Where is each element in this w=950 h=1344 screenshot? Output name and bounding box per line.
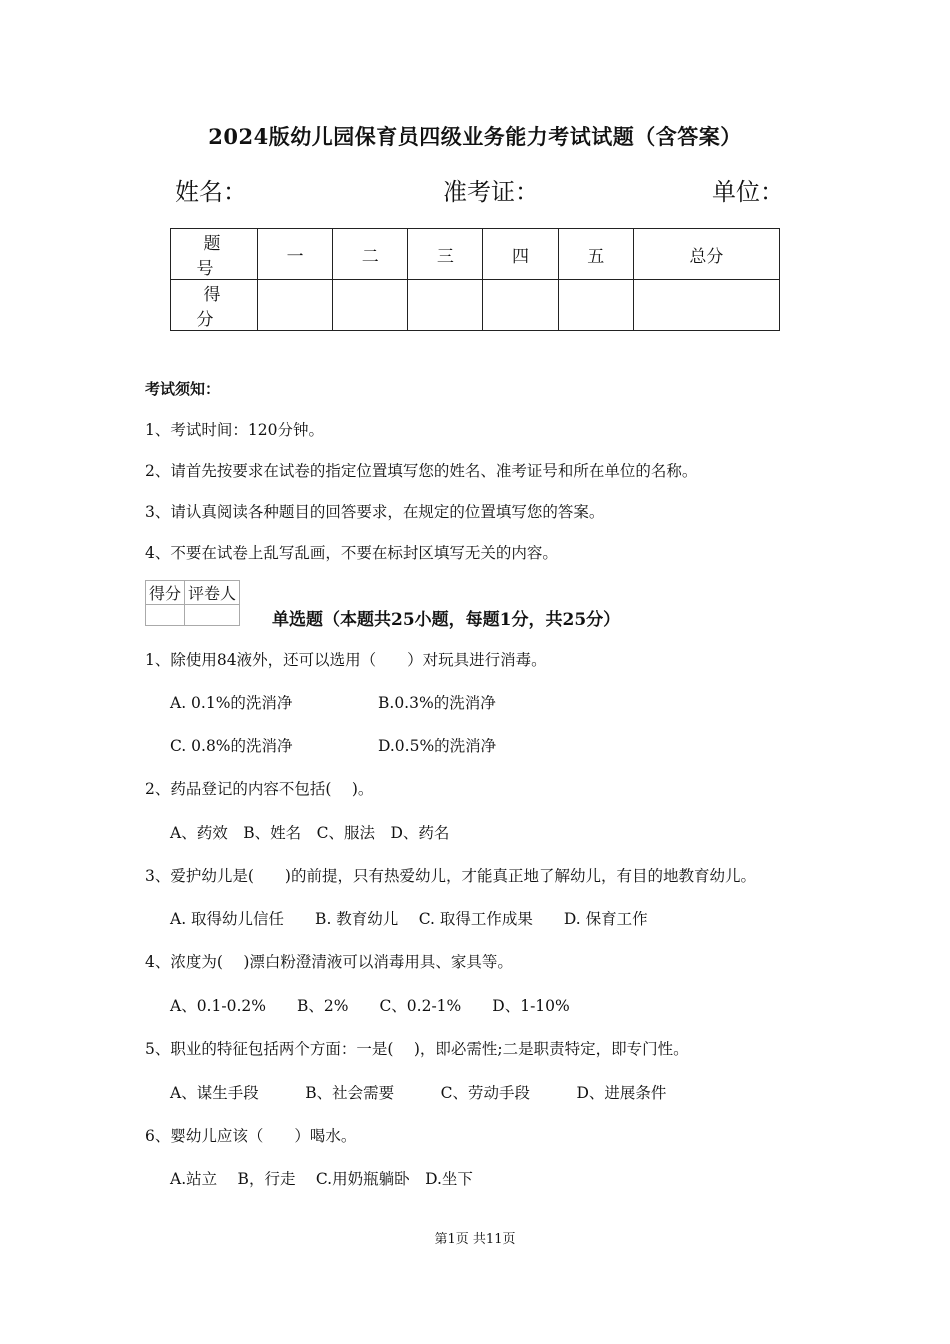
question-stem: 5、职业的特征包括两个方面：一是( )，即必需性;二是职责特定，即专门性。 <box>145 1040 689 1058</box>
question-options: A、谋生手段 B、社会需要 C、劳动手段 D、进展条件 <box>170 1084 667 1102</box>
score-input-cell[interactable] <box>483 280 558 331</box>
grader-name-label: 评卷人 <box>185 581 240 605</box>
page-title: 2024版幼儿园保育员四级业务能力考试试题（含答案） <box>208 124 742 149</box>
score-input-cell[interactable] <box>333 280 408 331</box>
question-stem: 3、爱护幼儿是( )的前提，只有热爱幼儿，才能真正地了解幼儿，有目的地教育幼儿。 <box>145 867 756 885</box>
question-option: D.0.5%的洗消净 <box>378 737 497 755</box>
score-row-label: 得 分 <box>171 280 258 331</box>
question-options: A. 取得幼儿信任 B. 教育幼儿 C. 取得工作成果 D. 保育工作 <box>170 910 648 928</box>
grader-box <box>145 580 240 626</box>
name-field-label: 姓名： <box>175 178 247 206</box>
question-stem: 2、药品登记的内容不包括( )。 <box>145 780 374 798</box>
section-title: 单选题（本题共25小题，每题1分，共25分） <box>272 610 621 630</box>
question-stem: 1、除使用84液外，还可以选用（ ）对玩具进行消毒。 <box>145 651 547 669</box>
notice-item: 4、不要在试卷上乱写乱画，不要在标封区填写无关的内容。 <box>145 544 558 562</box>
grader-score-cell[interactable] <box>146 605 185 626</box>
score-table <box>170 228 780 331</box>
score-header-cell: 一 <box>258 229 333 280</box>
notice-item: 3、请认真阅读各种题目的回答要求，在规定的位置填写您的答案。 <box>145 503 605 521</box>
score-input-cell[interactable] <box>633 280 779 331</box>
notice-heading: 考试须知： <box>145 380 221 398</box>
question-option: B.0.3%的洗消净 <box>378 694 496 712</box>
question-option: C. 0.8%的洗消净 <box>170 737 293 755</box>
question-stem: 4、浓度为( )漂白粉澄清液可以消毒用具、家具等。 <box>145 953 513 971</box>
score-input-cell[interactable] <box>408 280 483 331</box>
score-header-cell: 五 <box>558 229 633 280</box>
question-options: A、药效 B、姓名 C、服法 D、药名 <box>170 824 450 842</box>
page-footer: 第1页 共11页 <box>434 1232 516 1247</box>
exam-id-field-label: 准考证： <box>443 178 539 206</box>
score-table-header-row <box>171 229 780 280</box>
question-stem: 6、婴幼儿应该（ ）喝水。 <box>145 1127 357 1145</box>
score-header-cell: 三 <box>408 229 483 280</box>
score-header-cell: 四 <box>483 229 558 280</box>
question-option: A. 0.1%的洗消净 <box>170 694 293 712</box>
notice-item: 1、考试时间：120分钟。 <box>145 421 324 439</box>
score-header-cell: 题 号 <box>171 229 258 280</box>
grader-name-cell[interactable] <box>185 605 240 626</box>
score-header-cell: 总分 <box>633 229 779 280</box>
score-input-cell[interactable] <box>558 280 633 331</box>
notice-item: 2、请首先按要求在试卷的指定位置填写您的姓名、准考证号和所在单位的名称。 <box>145 462 698 480</box>
score-header-cell: 二 <box>333 229 408 280</box>
score-table-score-row <box>171 280 780 331</box>
grader-score-label: 得分 <box>146 581 185 605</box>
question-options: A、0.1-0.2% B、2% C、0.2-1% D、1-10% <box>170 997 570 1015</box>
unit-field-label: 单位： <box>712 178 784 206</box>
question-options: A.站立 B，行走 C.用奶瓶躺卧 D.坐下 <box>170 1170 473 1188</box>
